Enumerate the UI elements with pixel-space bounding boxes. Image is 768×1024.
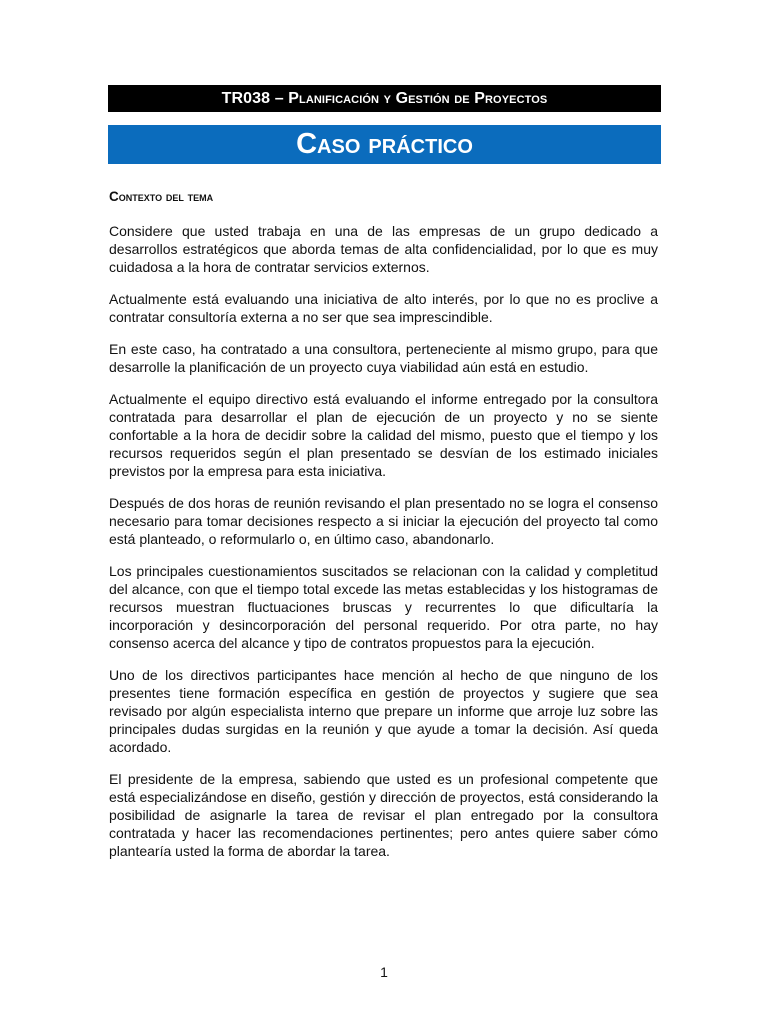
document-title: Caso práctico [296,128,473,160]
paragraph: Actualmente está evaluando una iniciativa de alto interés, por lo que no es proclive a contratar consultoría externa a no ser que sea imprescindible. [109,291,658,325]
paragraph: Uno de los directivos participantes hace mención al hecho de que ninguno de los presentes tiene formación específica en gestión de proyectos y sugiere que sea revisado por algún especialista interno que prepare un informe que arroje luz sobre las principales dudas surgidas en la reunión y que ayude a tomar la decisión. Así queda acordado. [109,667,658,755]
paragraph: Después de dos horas de reunión revisando el plan presentado no se logra el consenso necesario para tomar decisiones respecto a si iniciar la ejecución del proyecto tal como está planteado, o reformularlo o, en último caso, abandonarlo. [109,495,658,547]
paragraph: Los principales cuestionamientos suscitados se relacionan con la calidad y completitud del alcance, con que el tiempo total excede las metas establecidas y los histogramas de recursos muestran fluctuaciones bruscas y recurrentes lo que dificultaría la incorporación y desincorporación del personal requerido. Por otra parte, no hay consenso acerca del alcance y tipo de contratos propuestos para la ejecución. [109,563,658,651]
document-body [109,188,658,874]
paragraph: En este caso, ha contratado a una consultora, perteneciente al mismo grupo, para que desarrolle la planificación de un proyecto cuya viabilidad aún está en estudio. [109,341,658,375]
course-title-bar [108,85,661,112]
course-title: TR038 – Planificación y Gestión de Proyectos [221,89,548,107]
paragraph: Considere que usted trabaja en una de las empresas de un grupo dedicado a desarrollos estratégicos que aborda temas de alta confidencialidad, por lo que es muy cuidadosa a la hora de contratar servicios externos. [109,223,658,275]
section-heading: Contexto del tema [109,189,214,204]
paragraph: Actualmente el equipo directivo está evaluando el informe entregado por la consultora contratada para desarrollar el plan de ejecución de un proyecto y no se siente confortable a la hora de decidir sobre la calidad del mismo, puesto que el tiempo y los recursos requeridos según el plan presentado se desvían de los estimado iniciales previstos por la empresa para esta iniciativa. [109,391,658,479]
document-title-bar [108,125,661,164]
paragraph: El presidente de la empresa, sabiendo que usted es un profesional competente que está especializándose en diseño, gestión y dirección de proyectos, está considerando la posibilidad de asignarle la tarea de revisar el plan entregado por la consultora contratada y hacer las recomendaciones pertinentes; pero antes quiere saber cómo plantearía usted la forma de abordar la tarea. [109,771,658,859]
page-number: 1 [380,964,388,980]
